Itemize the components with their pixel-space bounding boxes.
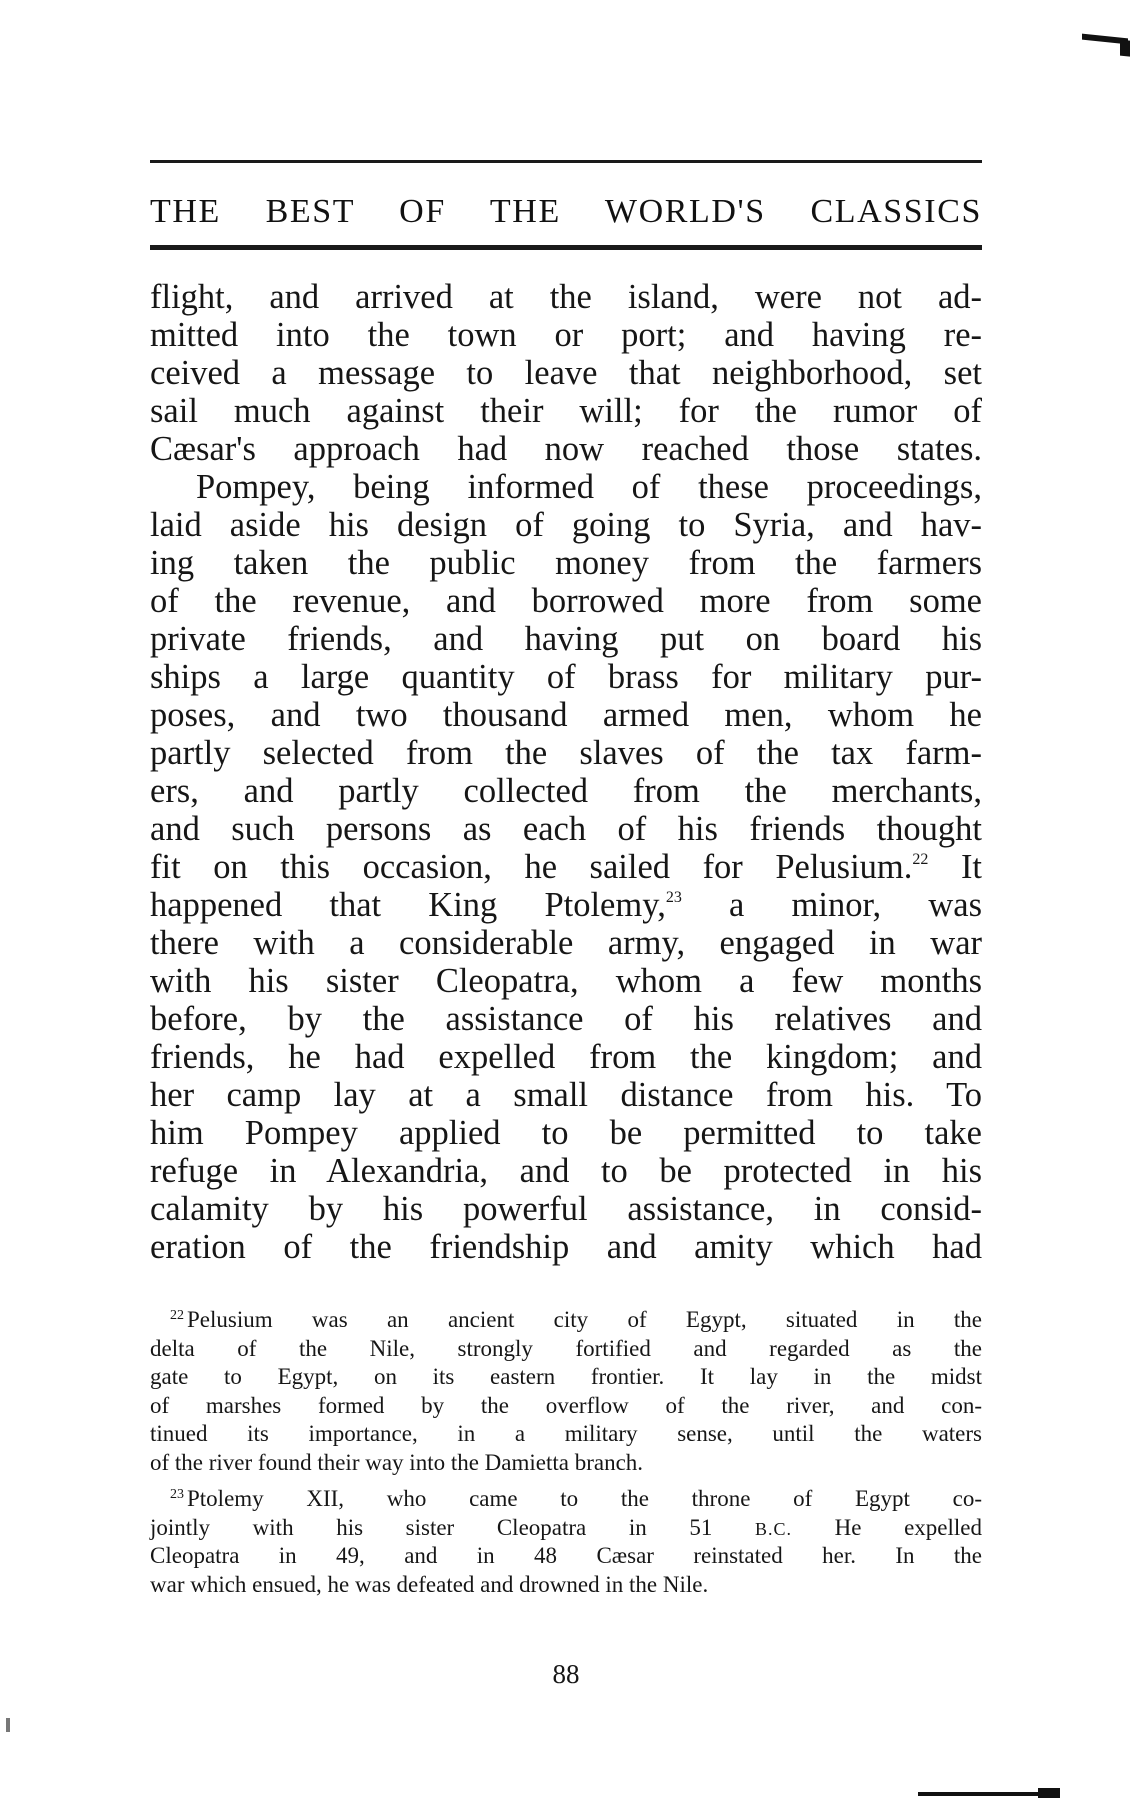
text-line: her camp lay at a small distance from his. To — [150, 1076, 982, 1114]
text-line: friends, he had expelled from the kingdom; and — [150, 1038, 982, 1076]
corner-scan-mark-bottom — [918, 1792, 1060, 1796]
era-abbreviation: B.C. — [755, 1518, 793, 1539]
footnote-line: war which ensued, he was defeated and drowned in the Nile. — [150, 1571, 709, 1597]
footnote-text: jointly with his sister Cleopatra in 51 — [150, 1514, 713, 1540]
footnote-text: He expelled — [834, 1514, 983, 1540]
text-line: ers, and partly collected from the merchants, — [150, 772, 982, 810]
text-line: flight, and arrived at the island, were not ad- — [150, 278, 982, 316]
text-line: ing taken the public money from the farmers — [150, 544, 982, 582]
footnote-line — [150, 1485, 982, 1514]
footnote-text: Ptolemy XII, who came to the throne of Egypt co- — [187, 1486, 982, 1511]
text-line: ceived a message to leave that neighborhood, set — [150, 354, 982, 392]
page-number: 88 — [552, 1659, 580, 1689]
header-rule-top — [150, 160, 982, 163]
text-line: partly selected from the slaves of the tax farm- — [150, 734, 982, 772]
text-line: calamity by his powerful assistance, in consid- — [150, 1190, 982, 1228]
text-line: private friends, and having put on board his — [150, 620, 982, 658]
text-line-paragraph-start: Pompey, being informed of these proceedings, — [196, 468, 982, 506]
text-line: with his sister Cleopatra, whom a few months — [150, 962, 982, 1000]
text-line: and such persons as each of his friends thought — [150, 810, 982, 848]
body-text — [150, 278, 982, 1266]
footnotes — [150, 1306, 982, 1607]
footnote-line: of the river found their way into the Damietta branch. — [150, 1449, 644, 1475]
footnote-line: delta of the Nile, strongly fortified and regarded as the — [150, 1335, 982, 1361]
footnote-line: Cleopatra in 49, and in 48 Cæsar reinstated her. In the — [150, 1543, 982, 1568]
text-line: before, by the assistance of his relatives and — [150, 1000, 982, 1038]
text-line-with-footnote — [150, 848, 982, 886]
text-segment: a minor, was — [729, 886, 983, 924]
corner-scan-mark-top — [1082, 34, 1128, 45]
text-line: eration of the friendship and amity which had — [150, 1228, 982, 1266]
footnote-line — [150, 1514, 982, 1543]
footnote-ref-22: 22 — [912, 851, 929, 868]
footnote-line — [150, 1306, 982, 1335]
scan-speck — [6, 1718, 10, 1732]
text-segment: It — [960, 848, 983, 886]
header-rule-bottom — [150, 245, 982, 250]
footnote-line: of marshes formed by the overflow of the river, and con- — [150, 1392, 982, 1418]
text-segment: fit on this occasion, he sailed for Pelusium. — [150, 848, 913, 886]
footnote-text: Pelusium was an ancient city of Egypt, situated in the — [187, 1307, 982, 1332]
footnote-23 — [150, 1485, 982, 1599]
text-line: laid aside his design of going to Syria, and hav- — [150, 506, 982, 544]
text-segment: happened that King Ptolemy, — [150, 886, 666, 924]
text-line: mitted into the town or port; and having re- — [150, 316, 982, 354]
running-head: THE BEST OF THE WORLD'S CLASSICS — [150, 193, 982, 230]
footnote-22 — [150, 1306, 982, 1477]
footnote-number: 22 — [170, 1308, 184, 1323]
text-line: there with a considerable army, engaged in war — [150, 924, 982, 962]
text-line: ships a large quantity of brass for military pur- — [150, 658, 982, 696]
footnote-ref-23: 23 — [665, 889, 682, 906]
footnote-line: gate to Egypt, on its eastern frontier. It lay in the midst — [150, 1364, 982, 1389]
text-line: refuge in Alexandria, and to be protected in his — [150, 1152, 982, 1190]
text-line: Cæsar's approach had now reached those states. — [150, 430, 982, 468]
footnote-number: 23 — [170, 1487, 184, 1502]
text-line: poses, and two thousand armed men, whom he — [150, 696, 982, 734]
text-line: of the revenue, and borrowed more from some — [150, 582, 982, 620]
footnote-line: tinued its importance, in a military sense, until the waters — [150, 1421, 982, 1446]
text-line: sail much against their will; for the rumor of — [150, 392, 982, 430]
text-line: him Pompey applied to be permitted to take — [150, 1114, 982, 1152]
text-line-with-footnote — [150, 886, 982, 924]
